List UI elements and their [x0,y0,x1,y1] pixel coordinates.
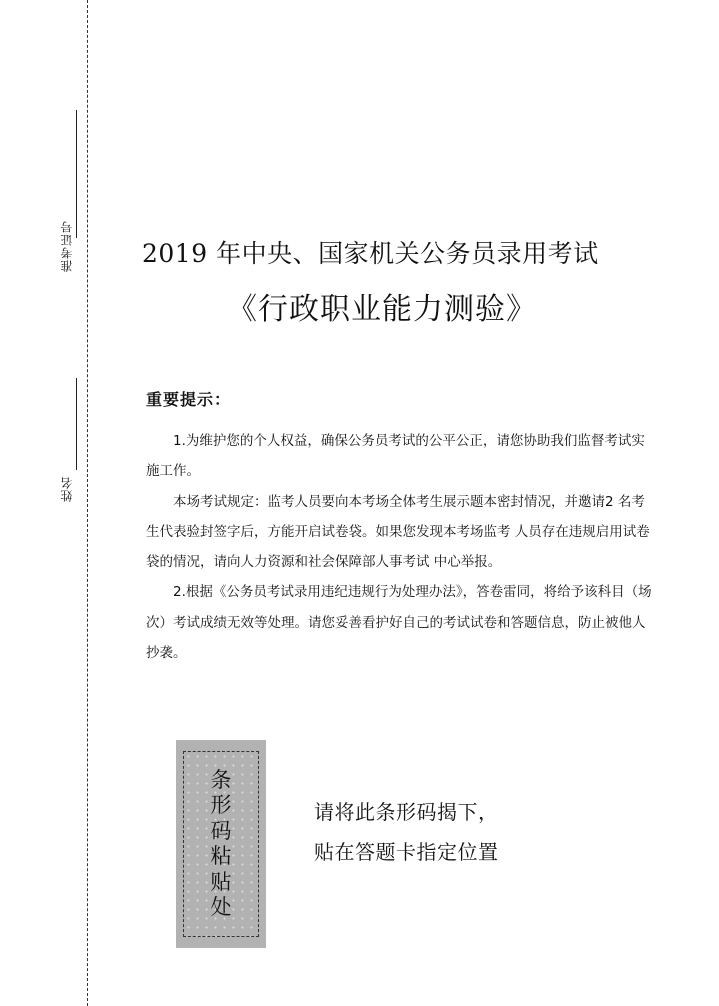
barcode-label-char: 粘 [210,844,232,868]
exam-number-label: 准考证号 [60,220,74,272]
barcode-label-char: 码 [210,818,232,843]
name-label: 姓名 [60,476,74,502]
barcode-instruction-line: 请将此条形码揭下， [314,800,499,824]
barcode-label-char: 处 [210,895,232,919]
notice-paragraph: 2.根据《公务员考试录用违纪违规行为处理办法》，答卷雷同，将给予该科目（场次）考试成绩无效等处理。请您妥善看护好自己的考试试卷和答题信息，防止被他人抄袭。 [146,584,652,662]
exam-number-blank-line [76,110,77,238]
barcode-instruction [314,792,499,872]
notice-paragraph: 本场考试规定：监考人员要向本考场全体考生展示题本密封情况，并邀请2 名考生代表验封签字后，方能开启试卷袋。如果您发现本考场监考 人员存在违规启用试卷袋的情况，请向人力资源和社会保障部人事考试 中心举报。 [146,493,650,571]
binding-cut-line [87,0,88,1006]
barcode-label-char: 条 [210,767,232,792]
barcode-instruction-line: 贴在答题卡指定位置 [314,840,499,864]
barcode-label-char: 贴 [210,869,232,894]
barcode-sticker-area [176,740,266,948]
barcode-label-char: 形 [210,793,232,817]
exam-title: 2019 年中央、国家机关公务员录用考试 [142,239,599,268]
exam-number-field [58,110,75,272]
name-field [58,378,75,502]
notice-heading-text: 重要提示： [146,390,232,409]
subject-title: 《行政职业能力测验》 [227,292,537,327]
name-blank-line [76,378,77,470]
notice-paragraph: 1.为维护您的个人权益，确保公务员考试的公平公正，请您协助我们监督考试实施工作。 [146,433,645,480]
notice-body [146,426,656,668]
barcode-dashed-frame [183,751,259,937]
notice-heading [146,387,231,410]
